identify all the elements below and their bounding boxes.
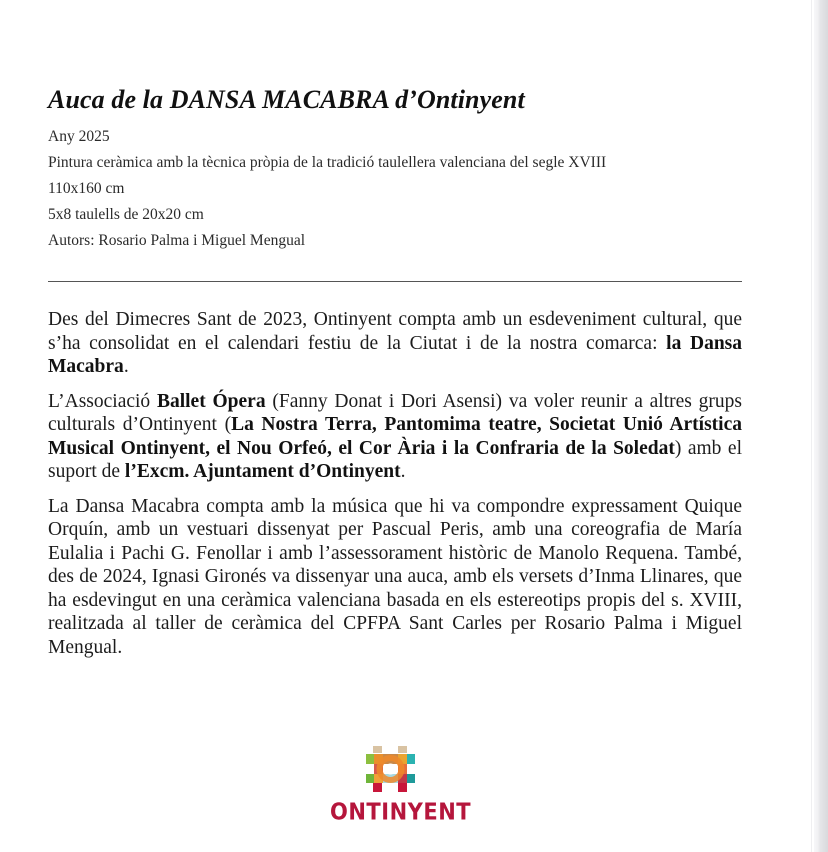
bold-text: La Nostra Terra, Pantomima teatre, Societat Unió Artística Musical Ontinyent, el Nou Orfeó, el Cor Ària i la Confraria de la Soledat <box>48 414 742 459</box>
text-run: . <box>123 356 129 377</box>
artwork-details <box>48 124 742 254</box>
artwork-technique: Pintura ceràmica amb la tècnica pròpia de la tradició taulellera valenciana del segle XVIII <box>48 154 607 171</box>
ontinyent-tile-mosaic-icon <box>366 746 416 792</box>
bold-text: la Dansa Macabra <box>48 332 743 377</box>
text-run: Des del Dimecres Sant de 2023, Ontinyent compta amb un esdeveniment cultural, que s’ha consolidat en el calendari festiu de la Ciutat i de la nostra comarca: <box>48 309 742 354</box>
document-title: Auca de la DANSA MACABRA d’Ontinyent <box>48 85 525 114</box>
artwork-year: Any 2025 <box>48 128 110 145</box>
section-divider <box>48 281 742 282</box>
document-body <box>48 308 742 670</box>
bold-text: Ballet Ópera <box>156 390 266 412</box>
paragraph <box>48 308 742 379</box>
artwork-authors: Autors: Rosario Palma i Miguel Mengual <box>48 232 306 249</box>
text-run: ) amb el suport de <box>48 437 743 482</box>
document-header <box>48 84 742 254</box>
artwork-dimensions: 110x160 cm <box>48 180 125 197</box>
text-run: (Fanny Donat i Dori Asensi) va voler reunir a altres grups culturals d’Ontinyent ( <box>48 390 742 435</box>
text-run: La Dansa Macabra compta amb la música que hi va compondre expressament Quique Orquín, amb un vestuari dissenyat per Pascual Peris, amb una coreografia de María Eulalia i Pachi G. Fenollar i amb l’assessorament històric de Manolo Requena. També, des de 2024, Ignasi Gironés va dissenyar una auca, amb els versets d’Inma Llinares, que ha esdevingut en una ceràmica valenciana basada en els estereotips propis del s. XVIII, realitzada al taller de ceràmica del CPFPA Sant Carles per Rosario Palma i Miguel Mengual. <box>48 495 742 658</box>
bold-text: l’Excm. Ajuntament d’Ontinyent <box>124 461 401 482</box>
ontinyent-logo <box>330 746 472 832</box>
ontinyent-wordmark: ONTINYENT <box>330 798 472 826</box>
paragraph <box>48 390 742 484</box>
page-edge-shadow <box>814 0 828 852</box>
page-edge-line <box>811 0 812 852</box>
artwork-tiles: 5x8 taulells de 20x20 cm <box>48 206 204 223</box>
paragraph <box>48 495 742 660</box>
text-run: . <box>400 461 406 482</box>
text-run: L’Associació <box>48 390 157 412</box>
